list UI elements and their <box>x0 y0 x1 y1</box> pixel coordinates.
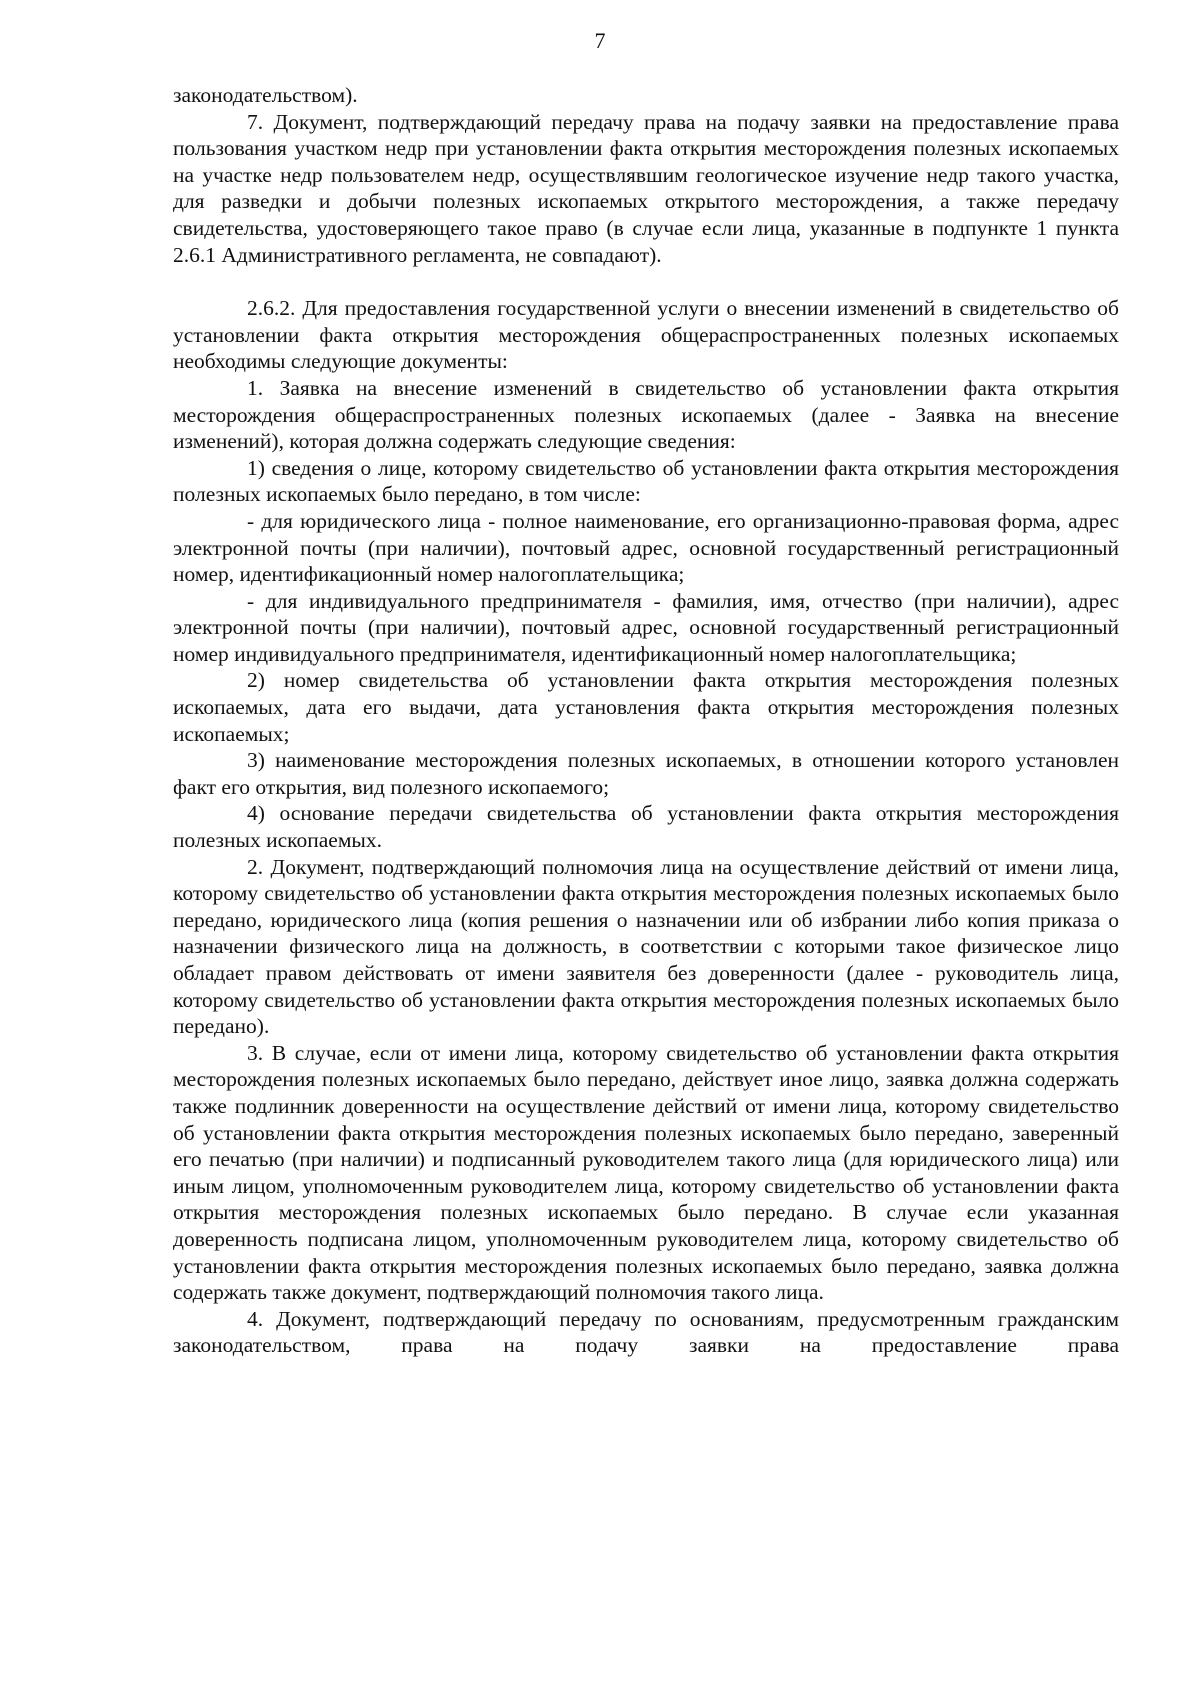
paragraph-item-2-authority: 2. Документ, подтверждающий полномочия лица на осуществление действий от имени лица, которому свидетельство об установлении факта открытия месторождения полезных ископаемых было передано, юридического лица (копия решения о назначении или об избрании либо копия приказа о назначении физического лица на должность, в соответствии с которыми такое физическое лицо обладает правом действовать от имени заявителя без доверенности (далее - руководитель лица, которому свидетельство об установлении факта открытия месторождения полезных ископаемых было передано). <box>173 854 1119 1039</box>
paragraph-entrepreneur: - для индивидуального предпринимателя - фамилия, имя, отчество (при наличии), адрес электронной почты (при наличии), почтовый адрес, основной государственный регистрационный номер индивидуального предпринимателя, идентификационный номер налогоплательщика; <box>173 588 1119 666</box>
paragraph-item-7: 7. Документ, подтверждающий передачу права на подачу заявки на предоставление права пользования участком недр при установлении факта открытия месторождения полезных ископаемых на участке недр пользователем недр, осуществлявшим геологическое изучение недр такого участка, для разведки и добычи полезных ископаемых открытого месторождения, а также передачу свидетельства, удостоверяющего такое право (в случае если лица, указанные в подпункте 1 пункта 2.6.1 Административного регламента, не совпадают). <box>173 109 1119 267</box>
paragraph-section-2-6-2: 2.6.2. Для предоставления государственной услуги о внесении изменений в свидетельство об установлении факта открытия месторождения общераспространенных полезных ископаемых необходимы следующие документы: <box>173 296 1119 374</box>
document-body <box>173 82 1119 1359</box>
paragraph-subitem-4: 4) основание передачи свидетельства об установлении факта открытия месторождения полезных ископаемых. <box>173 801 1119 853</box>
paragraph-item-1-application: 1. Заявка на внесение изменений в свидетельство об установлении факта открытия месторождения общераспространенных полезных ископаемых (далее - Заявка на внесение изменений), которая должна содержать следующие сведения: <box>173 375 1119 454</box>
paragraph-subitem-1: 1) сведения о лице, которому свидетельство об установлении факта открытия месторождения полезных ископаемых было передано, в том числе: <box>173 455 1119 507</box>
paragraph-subitem-3: 3) наименование месторождения полезных ископаемых, в отношении которого установлен факт его открытия, вид полезного ископаемого; <box>173 748 1119 799</box>
page-number: 7 <box>594 28 606 53</box>
paragraph-subitem-2: 2) номер свидетельства об установлении факта открытия месторождения полезных ископаемых, дата его выдачи, дата установления факта открытия месторождения полезных ископаемых; <box>173 668 1119 746</box>
paragraph-continuation: законодательством). <box>173 83 358 107</box>
paragraph-legal-entity: - для юридического лица - полное наименование, его организационно-правовая форма, адрес электронной почты (при наличии), почтовый адрес, основной государственный регистрационный номер, идентификационный номер налогоплательщика; <box>173 508 1119 587</box>
paragraph-item-4-transfer: 4. Документ, подтверждающий передачу по основаниям, предусмотренным гражданским законодательством, права на подачу заявки на предоставление права <box>173 1306 1119 1358</box>
paragraph-item-3-proxy: 3. В случае, если от имени лица, которому свидетельство об установлении факта открытия месторождения полезных ископаемых было передано, действует иное лицо, заявка должна содержать также подлинник доверенности на осуществление действий от имени лица, которому свидетельство об установлении факта открытия месторождения полезных ископаемых было передано, заверенный его печатью (при наличии) и подписанный руководителем такого лица (для юридического лица) или иным лицом, уполномоченным руководителем лица, которому свидетельство об установлении факта открытия месторождения полезных ископаемых было передано. В случае если указанная доверенность подписана лицом, уполномоченным руководителем лица, которому свидетельство об установлении факта открытия месторождения полезных ископаемых было передано, заявка должна содержать также документ, подтверждающий полномочия такого лица. <box>173 1040 1119 1305</box>
